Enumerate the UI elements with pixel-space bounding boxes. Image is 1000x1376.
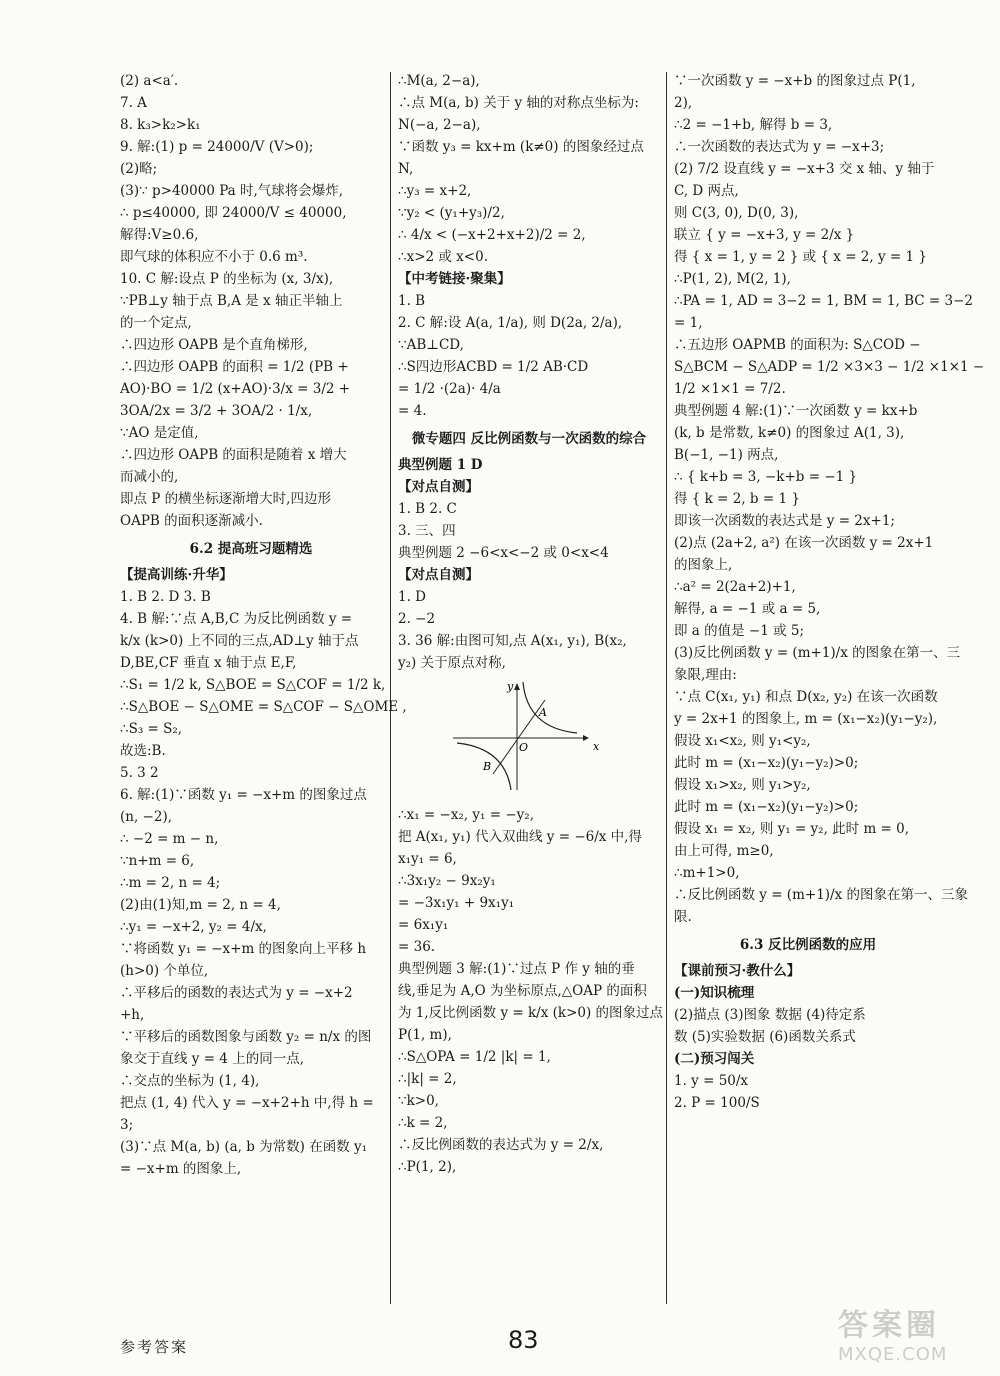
line-through-origin — [493, 700, 545, 774]
answer-line: ∴m = 2, n = 4; — [120, 875, 221, 891]
answer-line: ∴ 4/x < (−x+2+x+2)/2 = 2, — [398, 227, 586, 243]
answer-line: (h>0) 个单位, — [120, 963, 209, 979]
answer-line: ∴y₁ = −x+2, y₂ = 4/x, — [120, 919, 267, 935]
answer-line: (3)∵点 M(a, b) (a, b 为常数) 在函数 y₁ — [120, 1139, 368, 1155]
answer-line: 4. B 解:∵点 A,B,C 为反比例函数 y = — [120, 611, 353, 627]
column-divider — [390, 72, 391, 1304]
answer-line: ∴S四边形ACBD = 1/2 AB·CD — [398, 359, 589, 375]
answer-line: = −x+m 的图象上, — [120, 1161, 242, 1177]
answer-line: 7. A — [120, 95, 147, 111]
subsection-heading: (一)知识梳理 — [674, 985, 755, 1001]
answer-line: 的一个定点, — [120, 315, 192, 331]
answer-line: ∴2 = −1+b, 解得 b = 3, — [674, 117, 833, 133]
answer-line: ∵点 C(x₁, y₁) 和点 D(x₂, y₂) 在该一次函数 — [674, 689, 938, 705]
answer-line: 限. — [674, 909, 692, 925]
column-divider — [666, 72, 667, 1304]
answer-line: 解得, a = −1 或 a = 5, — [674, 601, 821, 617]
answer-line: ∵AB⊥CD, — [398, 337, 464, 353]
answer-line: ∴点 M(a, b) 关于 y 轴的对称点坐标为: — [398, 95, 639, 111]
answer-line: ∵一次函数 y = −x+b 的图象过点 P(1, — [674, 73, 916, 89]
answer-line: OAPB 的面积逐渐减小. — [120, 513, 263, 529]
answer-line: 即气球的体积应不小于 0.6 m³. — [120, 249, 308, 265]
answer-line: D,BE,CF 垂直 x 轴于点 E,F, — [120, 655, 297, 671]
answer-line: 假设 x₁<x₂, 则 y₁<y₂, — [674, 733, 811, 749]
section-heading: 微专题四 反比例函数与一次函数的综合 — [411, 431, 647, 447]
answer-line: ∴m+1>0, — [674, 865, 740, 881]
answer-line: 2. C 解:设 A(a, 1/a), 则 D(2a, 2/a), — [398, 315, 623, 331]
answer-line: ∴ −2 = m − n, — [120, 831, 219, 847]
answer-line: 故选:B. — [120, 743, 166, 759]
point-b-label: B — [483, 760, 492, 773]
answer-line: 为 1,反比例函数 y = k/x (k>0) 的图象过点 — [398, 1005, 664, 1021]
answer-line: ∴四边形 OAPB 的面积 = 1/2 (PB + — [120, 359, 349, 375]
answer-line: P(1, m), — [398, 1027, 452, 1043]
answer-line: 2. P = 100/S — [674, 1095, 760, 1111]
answer-line: 10. C 解:设点 P 的坐标为 (x, 3/x), — [120, 271, 334, 287]
answer-line: 把点 (1, 4) 代入 y = −x+2+h 中,得 h = — [120, 1095, 374, 1111]
answer-line: 即点 P 的横坐标逐渐增大时,四边形 — [120, 491, 331, 507]
answer-line: 1. B 2. D 3. B — [120, 589, 211, 605]
answer-line: 此时 m = (x₁−x₂)(y₁−y₂)>0; — [674, 799, 859, 815]
answer-line: 6. 解:(1)∵函数 y₁ = −x+m 的图象过点 — [120, 787, 367, 803]
answer-line: ∴y₃ = x+2, — [398, 183, 472, 199]
answer-line: 把 A(x₁, y₁) 代入双曲线 y = −6/x 中,得 — [398, 829, 642, 845]
answer-line: = 1/2 ·(2a)· 4/a — [398, 381, 501, 397]
answer-line: 得 { x = 1, y = 2 } 或 { x = 2, y = 1 } — [674, 249, 927, 265]
answer-line: k/x (k>0) 上不同的三点,AD⊥y 轴于点 — [120, 633, 359, 649]
answer-line: y = 2x+1 的图象上, m = (x₁−x₂)(y₁−y₂), — [674, 711, 938, 727]
section-heading: 6.2 提高班习题精选 — [189, 541, 313, 557]
answer-line: 典型例题 4 解:(1)∵一次函数 y = kx+b — [674, 403, 918, 419]
footer-label: 参考答案 — [120, 1338, 189, 1356]
subsection-heading: 【中考链接·聚集】 — [398, 271, 511, 287]
hyperbola-branch-1 — [523, 682, 577, 733]
answer-line: 2), — [674, 95, 693, 111]
x-axis-arrow — [583, 735, 589, 741]
answer-line: (3)反比例函数 y = (m+1)/x 的图象在第一、三 — [674, 645, 961, 661]
subsection-heading: 【对点自测】 — [398, 479, 479, 495]
answer-line: ∵y₂ < (y₁+y₃)/2, — [398, 205, 505, 221]
answer-line: ∵AO 是定值, — [120, 425, 199, 441]
answer-line: ∵函数 y₃ = kx+m (k≠0) 的图象经过点 — [398, 139, 644, 155]
answer-line: (2) 7/2 设直线 y = −x+3 交 x 轴、y 轴于 — [674, 161, 935, 177]
answer-line: ∴平移后的函数的表达式为 y = −x+2 — [120, 985, 353, 1001]
answer-line: (2) a<a′. — [120, 73, 179, 89]
answer-line: C, D 两点, — [674, 183, 739, 199]
answer-line: 线,垂足为 A,O 为坐标原点,△OAP 的面积 — [398, 983, 647, 999]
answer-line: 9. 解:(1) p = 24000/V (V>0); — [120, 139, 314, 155]
y-axis-label: y — [507, 680, 514, 693]
answer-line: (k, b 是常数, k≠0) 的图象过 A(1, 3), — [674, 425, 905, 441]
answer-line: (2)点 (2a+2, a²) 在该一次函数 y = 2x+1 — [674, 535, 934, 551]
answer-line: 数 (5)实验数据 (6)函数关系式 — [674, 1029, 856, 1045]
answer-line: 此时 m = (x₁−x₂)(y₁−y₂)>0; — [674, 755, 859, 771]
answer-line: ∵平移后的函数图象与函数 y₂ = n/x 的图 — [120, 1029, 372, 1045]
answer-line: 典型例题 2 −6<x<−2 或 0<x<4 — [398, 545, 609, 561]
answer-line: 则 C(3, 0), D(0, 3), — [674, 205, 799, 221]
hyperbola-figure — [453, 678, 598, 793]
subsection-heading: 【对点自测】 — [398, 567, 479, 583]
answer-line: ∵PB⊥y 轴于点 B,A 是 x 轴正半轴上 — [120, 293, 343, 309]
answer-line: ∴a² = 2(2a+2)+1, — [674, 579, 796, 595]
answer-line: ∴S₁ = 1/2 k, S△BOE = S△COF = 1/2 k, — [120, 677, 386, 693]
answer-line: ∴P(1, 2), — [398, 1159, 457, 1175]
answer-column-middle — [398, 70, 664, 1178]
answer-line: = 36. — [398, 939, 436, 955]
answer-line: ∴S₃ = S₂, — [120, 721, 183, 737]
answer-line: ∴S△BOE − S△OME = S△COF − S△OME , — [120, 699, 407, 715]
answer-line: 典型例题 3 解:(1)∵过点 P 作 y 轴的垂 — [398, 961, 635, 977]
answer-line: ∴反比例函数的表达式为 y = 2/x, — [398, 1137, 604, 1153]
answer-line: (2)由(1)知,m = 2, n = 4, — [120, 897, 281, 913]
answer-line: ∴P(1, 2), M(2, 1), — [674, 271, 791, 287]
answer-line: 的图象上, — [674, 557, 733, 573]
answer-line: ∴反比例函数 y = (m+1)/x 的图象在第一、三象 — [674, 887, 969, 903]
watermark-text: 答案圈 — [838, 1308, 940, 1343]
answer-line: 即该一次函数的表达式是 y = 2x+1; — [674, 513, 895, 529]
answer-line: (2)描点 (3)图象 数据 (4)待定系 — [674, 1007, 866, 1023]
answer-line: ∵n+m = 6, — [120, 853, 195, 869]
answer-line: B(−1, −1) 两点, — [674, 447, 779, 463]
answer-line: ∴五边形 OAPMB 的面积为: S△COD − — [674, 337, 921, 353]
answer-line: ∴PA = 1, AD = 3−2 = 1, BM = 1, BC = 3−2 — [674, 293, 973, 309]
answer-line: 8. k₃>k₂>k₁ — [120, 117, 201, 133]
answer-line: ∵将函数 y₁ = −x+m 的图象向上平移 h — [120, 941, 367, 957]
answer-line: 3. 36 解:由图可知,点 A(x₁, y₁), B(x₂, — [398, 633, 627, 649]
answer-line: ∵k>0, — [398, 1093, 439, 1109]
answer-line: 得 { k = 2, b = 1 } — [674, 491, 800, 507]
answer-line: ∴四边形 OAPB 的面积是随着 x 增大 — [120, 447, 347, 463]
answer-line: 2. −2 — [398, 611, 436, 627]
answer-line: ∴x>2 或 x<0. — [398, 249, 488, 265]
answer-line: ∴ p≤40000, 即 24000/V ≤ 40000, — [120, 205, 347, 221]
answer-line: ∴x₁ = −x₂, y₁ = −y₂, — [398, 807, 535, 823]
origin-label: O — [519, 741, 529, 754]
subsection-heading: 【课前预习·教什么】 — [674, 963, 801, 979]
x-axis-label: x — [593, 740, 600, 753]
answer-line: 3OA/2x = 3/2 + 3OA/2 · 1/x, — [120, 403, 313, 419]
answer-line: ∴ { k+b = 3, −k+b = −1 } — [674, 469, 858, 485]
answer-line: x₁y₁ = 6, — [398, 851, 457, 867]
answer-line: = 1, — [674, 315, 703, 331]
answer-line: 3; — [120, 1117, 134, 1133]
example-heading: 典型例题 1 D — [398, 457, 483, 473]
answer-line: ∴M(a, 2−a), — [398, 73, 480, 89]
answer-line: ∴3x₁y₂ − 9x₂y₁ — [398, 873, 496, 889]
answer-line: ∴k = 2, — [398, 1115, 448, 1131]
watermark-url: MXQE.COM — [838, 1344, 948, 1365]
answer-line: y₂) 关于原点对称, — [398, 655, 506, 671]
answer-line: 假设 x₁ = x₂, 则 y₁ = y₂, 此时 m = 0, — [674, 821, 910, 837]
answer-line: S△BCM − S△ADP = 1/2 ×3×3 − 1/2 ×1×1 − — [674, 359, 985, 375]
answer-column-left — [120, 70, 407, 1180]
watermark-logo — [838, 1300, 988, 1370]
answer-line: 解得:V≥0.6, — [120, 227, 199, 243]
answer-line: 1. B — [398, 293, 426, 309]
answer-line: 1. y = 50/x — [674, 1073, 749, 1089]
y-axis-arrow — [514, 683, 520, 690]
answer-line: ∴|k| = 2, — [398, 1071, 457, 1087]
answer-line: 象交于直线 y = 4 上的同一点, — [120, 1051, 304, 1067]
answer-line: +h, — [120, 1007, 145, 1023]
answer-line: 1. B 2. C — [398, 501, 457, 517]
page-number: 83 — [508, 1326, 539, 1354]
answer-line: ∴一次函数的表达式为 y = −x+3; — [674, 139, 885, 155]
section-heading: 6.3 反比例函数的应用 — [739, 937, 877, 953]
answer-line: 由上可得, m≥0, — [674, 843, 774, 859]
answer-line: N, — [398, 161, 414, 177]
answer-line: 5. 3 2 — [120, 765, 159, 781]
point-a-label: A — [539, 706, 547, 719]
answer-line: (n, −2), — [120, 809, 173, 825]
answer-line: = 6x₁y₁ — [398, 917, 449, 933]
answer-line: 象限,理由: — [674, 667, 737, 683]
subsection-heading: 【提高训练·升华】 — [120, 567, 233, 583]
answer-line: ∴四边形 OAPB 是个直角梯形, — [120, 337, 308, 353]
answer-line: 1. D — [398, 589, 426, 605]
answer-line: (2)略; — [120, 161, 158, 177]
answer-line: N(−a, 2−a), — [398, 117, 481, 133]
answer-line: ∴S△OPA = 1/2 |k| = 1, — [398, 1049, 551, 1065]
answer-line: 而减小的, — [120, 469, 179, 485]
answer-line: 3. 三、四 — [398, 523, 456, 539]
answer-line: 联立 { y = −x+3, y = 2/x } — [674, 227, 855, 243]
answer-line: AO)·BO = 1/2 (x+AO)·3/x = 3/2 + — [120, 381, 351, 397]
answer-line: = 4. — [398, 403, 427, 419]
answer-line: = −3x₁y₁ + 9x₁y₁ — [398, 895, 515, 911]
answer-line: (3)∵ p>40000 Pa 时,气球将会爆炸, — [120, 183, 344, 199]
answer-column-right — [674, 70, 985, 1114]
subsection-heading: (二)预习闯关 — [674, 1051, 755, 1067]
answer-line: 1/2 ×1×1 = 7/2. — [674, 381, 786, 397]
answer-line: ∴交点的坐标为 (1, 4), — [120, 1073, 260, 1089]
answer-line: 假设 x₁>x₂, 则 y₁>y₂, — [674, 777, 811, 793]
answer-line: 即 a 的值是 −1 或 5; — [674, 623, 805, 639]
